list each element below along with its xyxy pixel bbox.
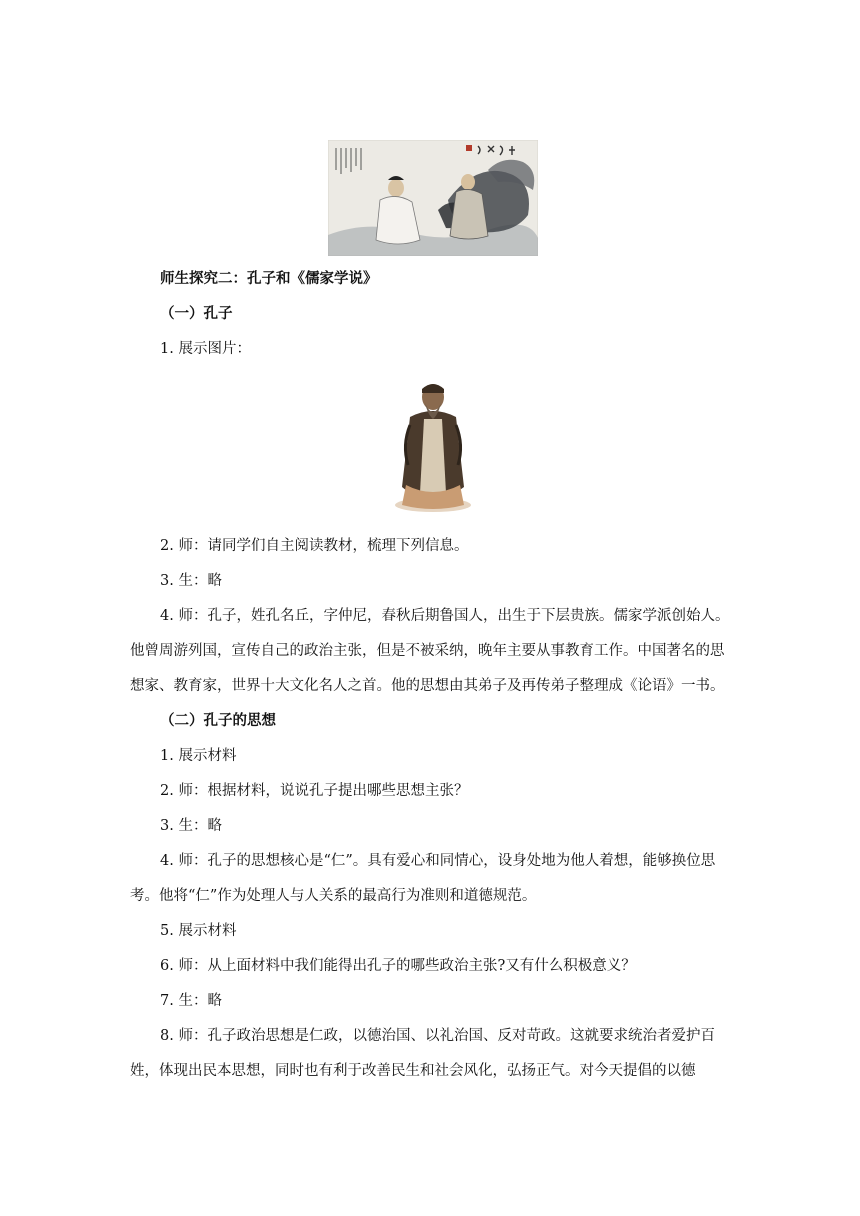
list-item: 8. 师：孔子政治思想是仁政，以德治国、以礼治国、反对苛政。这就要求统治者爱护百姓，体现出民本思想，同时也有利于改善民生和社会风化，弘扬正气。对今天提倡的以德 [130, 1028, 715, 1079]
list-item: 4. 师：孔子，姓孔名丘，字仲尼，春秋后期鲁国人，出生于下层贵族。儒家学派创始人。他曾周游列国，宣传自己的政治主张，但是不被采纳，晚年主要从事教育工作。中国著名的思想家、教育家，世界十大文化名人之首。他的思想由其弟子及再传弟子整理成《论语》一书。 [130, 608, 730, 694]
subsection-heading-confucius: （一）孔子 [160, 306, 233, 322]
list-item: 1. 展示材料 [160, 748, 237, 764]
figure-portrait [130, 367, 735, 529]
figure-painting [130, 140, 735, 262]
list-item: 1. 展示图片： [160, 341, 251, 357]
list-item: 5. 展示材料 [160, 923, 237, 939]
section-title: 师生探究二：孔子和《儒家学说》 [160, 271, 378, 287]
list-item: 2. 师：根据材料，说说孔子提出哪些思想主张？ [160, 783, 469, 799]
list-item: 2. 师：请同学们自主阅读教材，梳理下列信息。 [160, 538, 469, 554]
list-item: 3. 生：略 [160, 818, 222, 834]
document-body [130, 140, 735, 1089]
list-item: 6. 师：从上面材料中我们能得出孔子的哪些政治主张?又有什么积极意义？ [160, 958, 636, 974]
list-item: 7. 生：略 [160, 993, 222, 1009]
confucius-laozi-painting [328, 140, 538, 256]
list-item: 3. 生：略 [160, 573, 222, 589]
confucius-portrait [388, 375, 478, 515]
subsection-heading-thought: （二）孔子的思想 [160, 713, 276, 729]
list-item: 4. 师：孔子的思想核心是“仁”。具有爱心和同情心，设身处地为他人着想，能够换位思考。他将“仁”作为处理人与人关系的最高行为准则和道德规范。 [130, 853, 716, 904]
